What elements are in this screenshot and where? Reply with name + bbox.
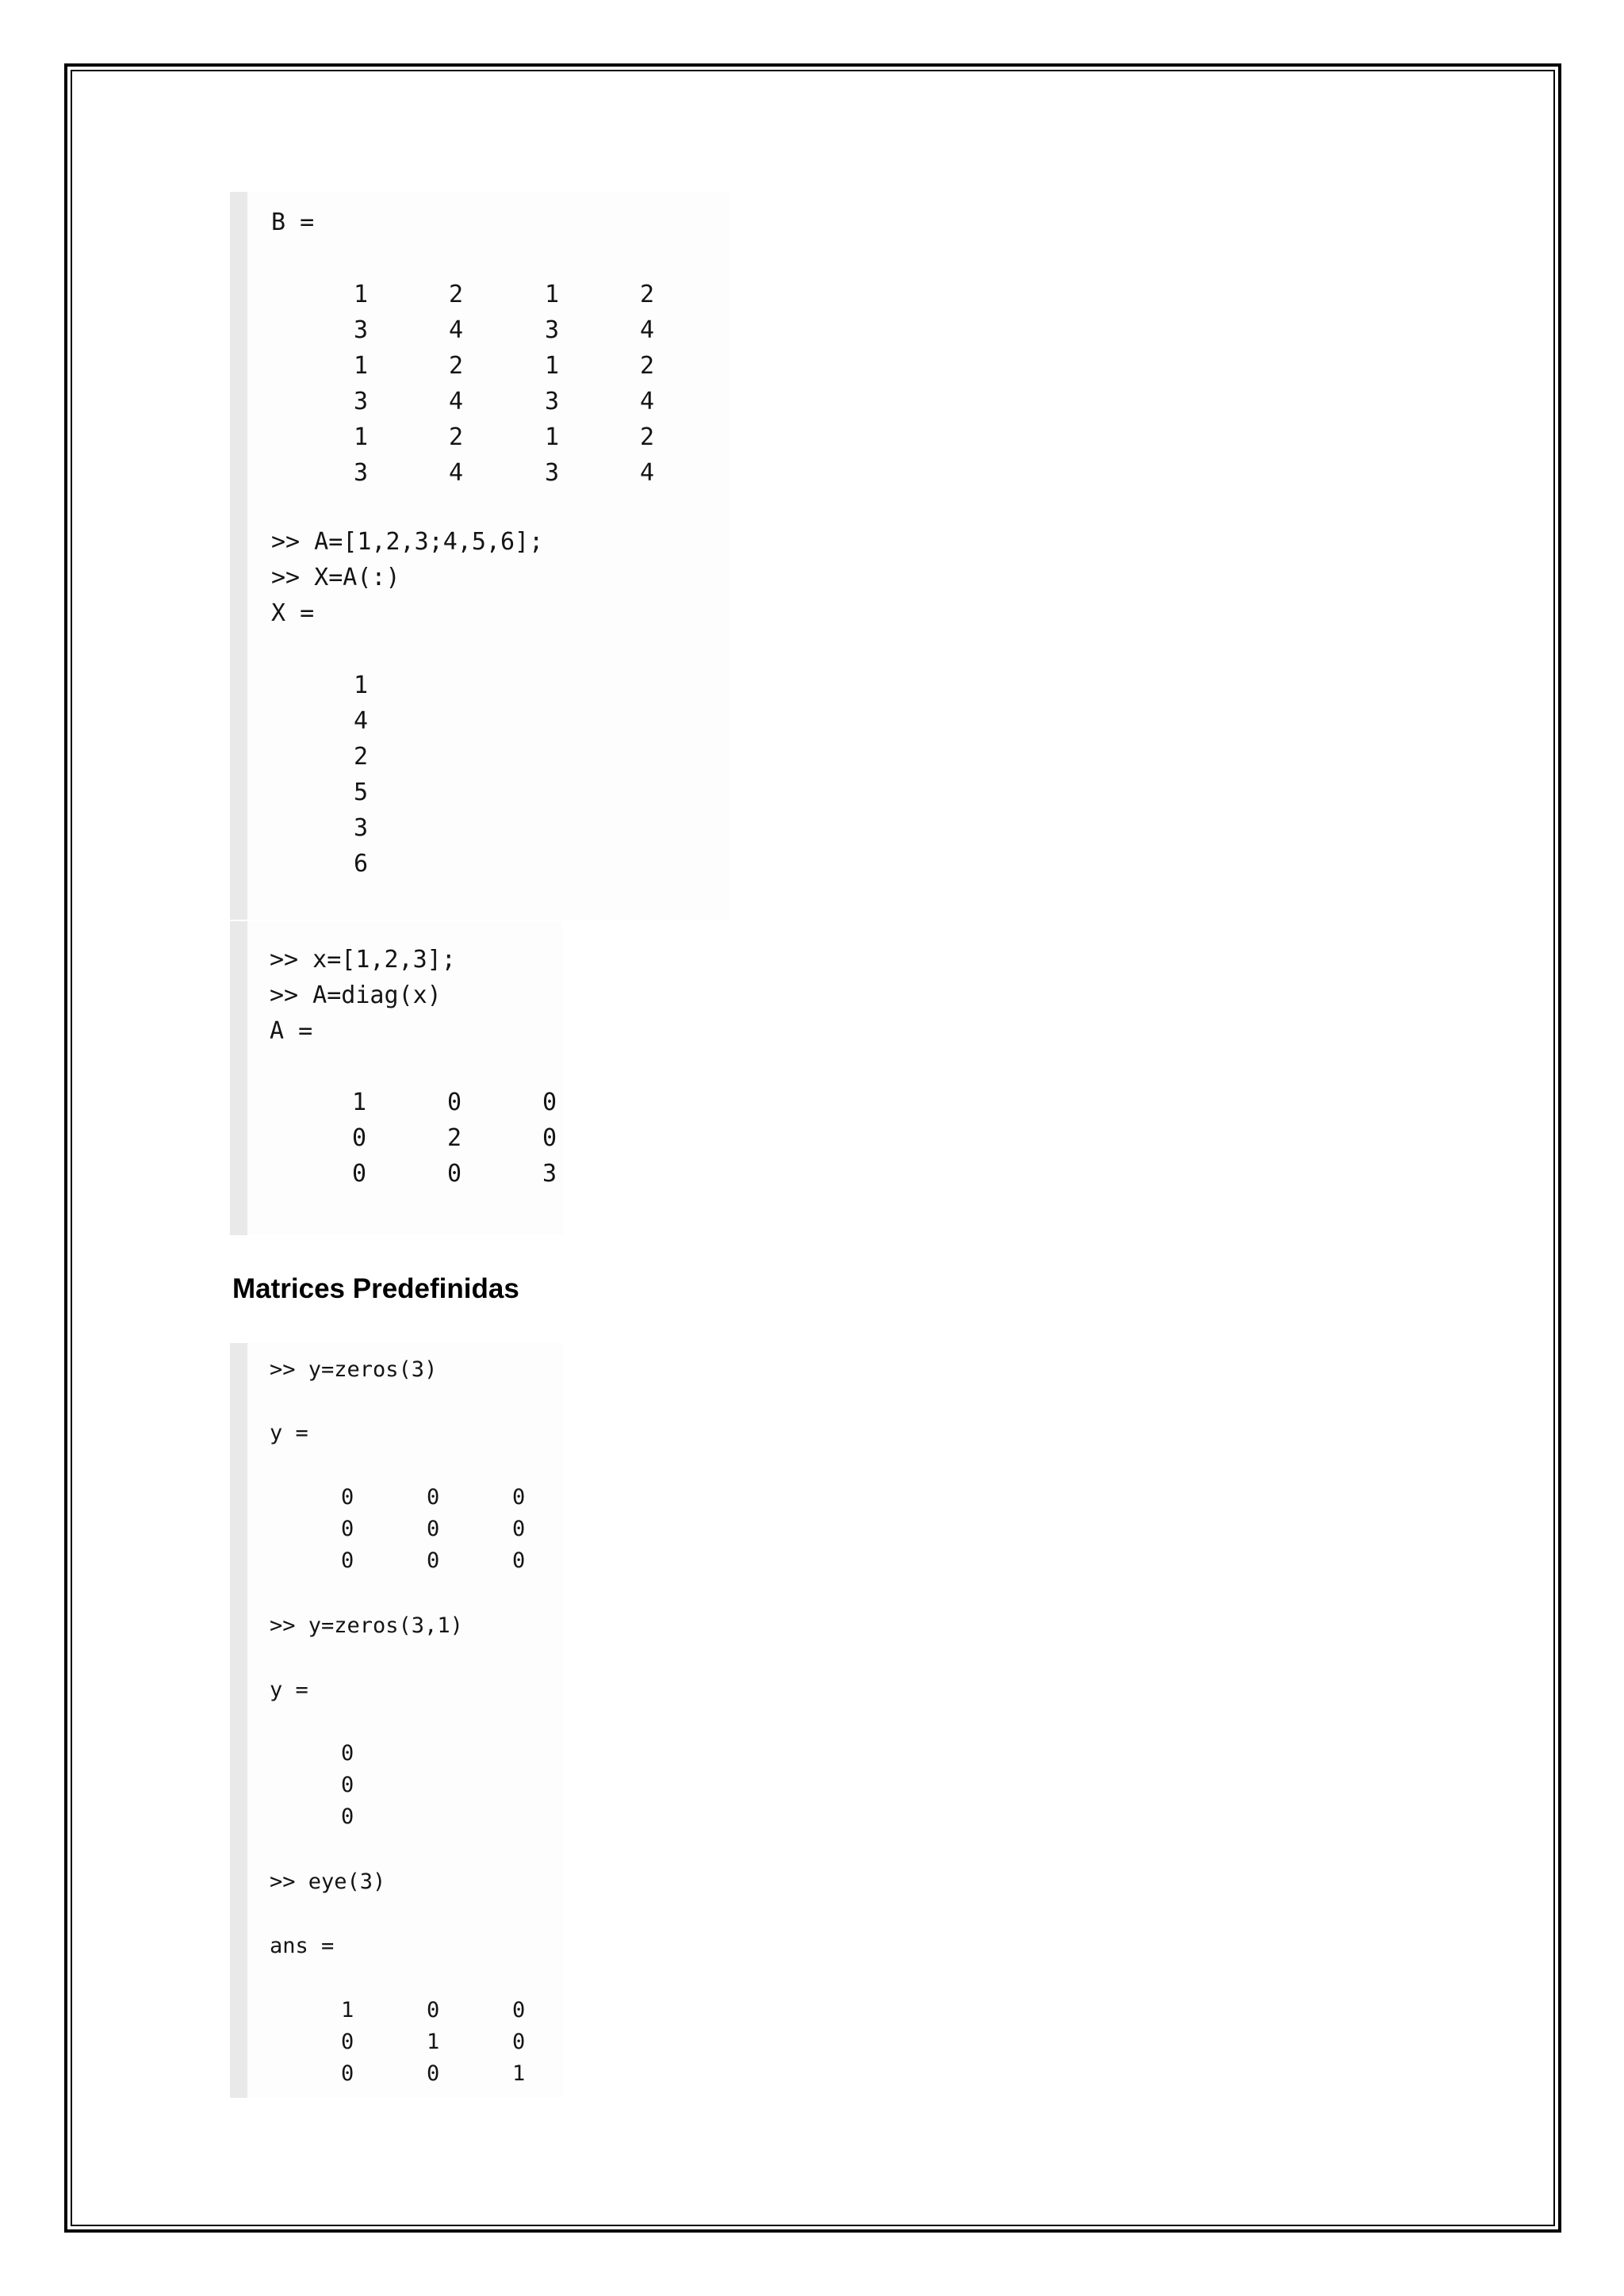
matrix-cell: 1 [545, 281, 560, 308]
vector-cell: 0 [341, 1773, 354, 1797]
matrix-cell: 3 [354, 316, 369, 344]
matrix-cell: 1 [427, 2030, 440, 2054]
matrix-cell: 0 [447, 1089, 462, 1116]
x-label: X = [271, 599, 315, 627]
y-label: y = [270, 1421, 308, 1445]
matrix-cell: 0 [542, 1089, 557, 1116]
matrix-cell: 4 [449, 459, 464, 487]
matrix-cell: 0 [512, 1485, 526, 1510]
matrix-cell: 1 [354, 423, 369, 451]
matrix-cell: 2 [449, 281, 464, 308]
matrix-cell: 0 [427, 1485, 440, 1510]
matlab-output-screenshot-1 [230, 192, 730, 920]
matrix-cell: 3 [354, 388, 369, 415]
matrix-cell: 0 [427, 1548, 440, 1573]
matrix-cell: 3 [545, 388, 560, 415]
matrix-cell: 0 [341, 1485, 354, 1510]
matrix-cell: 1 [341, 1998, 354, 2022]
matrix-cell: 4 [640, 459, 655, 487]
matrix-cell: 1 [545, 423, 560, 451]
matrix-cell: 0 [341, 1548, 354, 1573]
matrix-cell: 0 [512, 1548, 526, 1573]
matrix-cell: 3 [354, 459, 369, 487]
matrix-cell: 0 [512, 1998, 526, 2022]
matrix-cell: 2 [640, 423, 655, 451]
matrix-cell: 0 [512, 2030, 526, 2054]
matrix-cell: 1 [354, 281, 369, 308]
vector-cell: 5 [354, 779, 369, 806]
vector-cell: 1 [354, 672, 369, 699]
x-output-block [247, 509, 730, 920]
command-line: >> X=A(:) [271, 564, 400, 591]
matrix-cell: 1 [512, 2061, 526, 2086]
matrix-cell: 1 [354, 352, 369, 380]
y-label: y = [270, 1678, 308, 1702]
vector-cell: 0 [341, 1804, 354, 1829]
matrix-cell: 0 [352, 1124, 367, 1152]
matrix-cell: 0 [341, 2030, 354, 2054]
matrix-cell: 0 [427, 1998, 440, 2022]
matrix-cell: 2 [640, 281, 655, 308]
vector-cell: 3 [354, 814, 369, 842]
matrix-cell: 4 [640, 316, 655, 344]
matrix-cell: 0 [512, 1517, 526, 1541]
command-line: >> y=zeros(3,1) [270, 1613, 463, 1638]
matrix-cell: 4 [640, 388, 655, 415]
matrix-cell: 2 [447, 1124, 462, 1152]
command-line: >> y=zeros(3) [270, 1357, 438, 1382]
matlab-output-screenshot-2 [230, 921, 563, 1235]
matrix-cell: 0 [427, 2061, 440, 2086]
matrix-cell: 0 [352, 1160, 367, 1188]
vector-cell: 4 [354, 707, 369, 735]
matrix-cell: 1 [545, 352, 560, 380]
vector-cell: 6 [354, 850, 369, 878]
matrix-cell: 0 [341, 1517, 354, 1541]
matrix-cell: 4 [449, 388, 464, 415]
matrix-cell: 1 [352, 1089, 367, 1116]
section-heading: Matrices Predefinidas [232, 1273, 519, 1304]
matrix-cell: 3 [545, 316, 560, 344]
matrix-cell: 3 [545, 459, 560, 487]
command-line: >> A=diag(x) [270, 982, 442, 1009]
b-label: B = [271, 209, 315, 236]
command-line: >> A=[1,2,3;4,5,6]; [271, 528, 544, 556]
matlab-output-screenshot-3 [230, 1343, 563, 2098]
matrix-cell: 0 [427, 1517, 440, 1541]
b-output-block [247, 192, 730, 509]
matrix-cell: 0 [542, 1124, 557, 1152]
matrix-cell: 0 [341, 2061, 354, 2086]
matrix-cell: 3 [542, 1160, 557, 1188]
command-line: >> x=[1,2,3]; [270, 946, 456, 974]
vector-cell: 2 [354, 743, 369, 771]
ans-label: ans = [270, 1934, 335, 1958]
matrix-cell: 0 [447, 1160, 462, 1188]
matrix-cell: 2 [449, 423, 464, 451]
matrix-cell: 4 [449, 316, 464, 344]
matrix-cell: 2 [640, 352, 655, 380]
command-line: >> eye(3) [270, 1869, 386, 1894]
matrix-cell: 2 [449, 352, 464, 380]
a-label: A = [270, 1017, 313, 1045]
vector-cell: 0 [341, 1741, 354, 1766]
